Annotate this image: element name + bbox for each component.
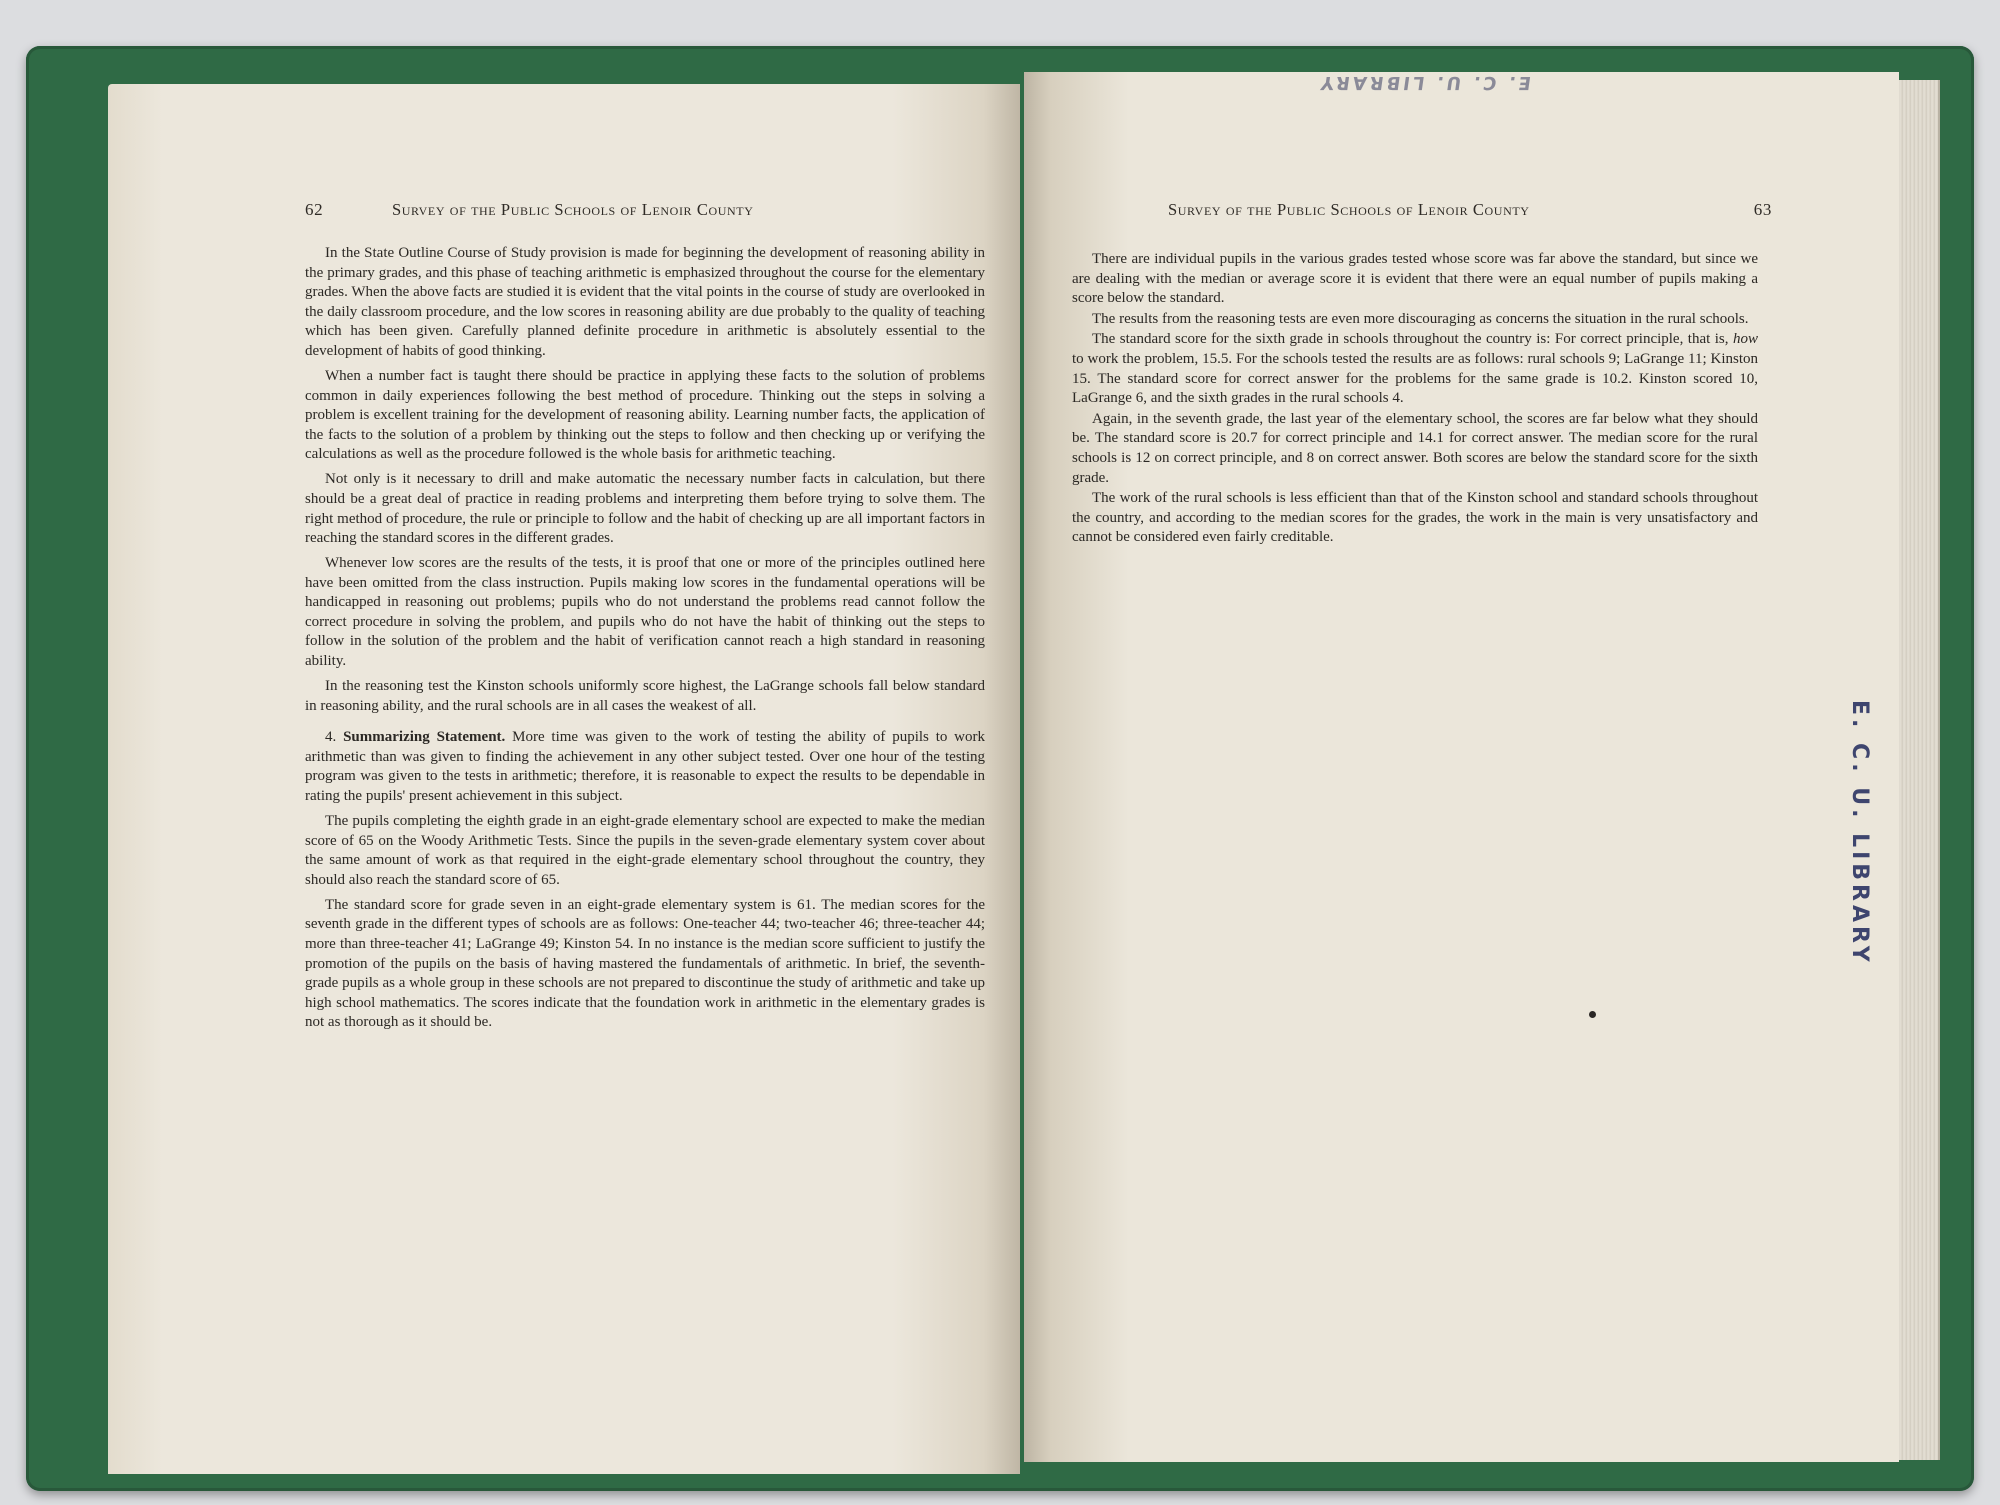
left-paragraph: In the reasoning test the Kinston schools uniformly score highest, the LaGrange schools fall below standard in reasoning ability, and the rural schools are in all cases the weakest of all. bbox=[305, 678, 985, 714]
top-edge-library-stamp: E. C. U. LIBRARY bbox=[1316, 72, 1533, 93]
section-text: More time was given to the work of testing the ability of pupils to work arithmetic than was given to finding the achievement in any other subject tested. Over one hour of the testing program was given to the tests in arithmetic; therefore, it is reasonable to expect the results to be dependable in rating the pupils' present achievement in this subject. bbox=[305, 729, 986, 804]
right-paragraph: There are individual pupils in the various grades tested whose score was far above the standard, but since we are dealing with the median or average score it is evident that there were an equal number of pupils making a score below the standard. bbox=[1072, 251, 1758, 307]
page-fore-edge bbox=[1898, 80, 1940, 1460]
left-page-body bbox=[305, 244, 985, 1038]
left-paragraph: In the State Outline Course of Study provision is made for beginning the development of reasoning ability in the primary grades, and this phase of teaching arithmetic is emphasized throughout the course for the elementary grades. When the above facts are studied it is evident that the vital points in the course of study are overlooked in the daily classroom procedure, and the low scores in reasoning ability are due probably to the quality of teaching which has been given. Carefully planned definite procedure in arithmetic is absolutely essential to the development of habits of good thinking. bbox=[305, 245, 985, 359]
ink-speck bbox=[1589, 1011, 1596, 1018]
left-paragraph: The pupils completing the eighth grade in an eight-grade elementary school are expected to make the median score of 65 on the Woody Arithmetic Tests. Since the pupils in the seven-grade elementary system cover about the same amount of work as that required in the eight-grade elementary school throughout the country, they should also reach the standard score of 65. bbox=[305, 812, 985, 888]
right-paragraph: The work of the rural schools is less efficient than that of the Kinston school and standard schools throughout the country, and according to the median scores for the grades, the work in the main is very unsatisfactory and cannot be considered even fairly creditable. bbox=[1072, 490, 1758, 546]
section-number: 4. bbox=[325, 729, 337, 746]
left-paragraph: When a number fact is taught there should be practice in applying these facts to the solution of problems common in daily experiences following the best method of procedure. Thinking out the steps in solving a problem is excellent training for the development of reasoning ability. Learning number facts, the application of the facts to the solution of a problem by thinking out the steps to follow and then checking up or verifying the calculations as well as the procedure followed is the whole basis for arithmetic teaching. bbox=[305, 367, 985, 463]
emphasis-how: how bbox=[1732, 331, 1758, 348]
left-running-head bbox=[305, 200, 985, 220]
right-paragraph: Again, in the seventh grade, the last year of the elementary school, the scores are far below what they should be. The standard score is 20.7 for correct principle and 14.1 for correct answer. The median score for the rural schools is 12 on correct principle, and 8 on correct answer. Both scores are below the standard score for the sixth grade. bbox=[1072, 410, 1758, 486]
section-paragraph bbox=[305, 728, 985, 806]
left-paragraph: Not only is it necessary to drill and make automatic the necessary number facts in calculation, but there should be a great deal of practice in reading problems and interpreting them before trying to solve them. The right method of procedure, the rule or principle to follow and the habit of checking up are all important factors in reaching the standard scores in the different grades. bbox=[305, 471, 985, 547]
right-page-body bbox=[1072, 250, 1758, 549]
right-paragraph: The results from the reasoning tests are even more discouraging as concerns the situation in the rural schools. bbox=[1092, 310, 1749, 327]
fore-edge-library-stamp: E. C. U. LIBRARY bbox=[1847, 700, 1872, 966]
right-paragraph-part: to work the problem, 15.5. For the schools tested the results are as follows: rural schools 9; LaGrange 11; Kinston 15. The standard score for correct answer for the problems for the same grade is 10.2. Kinston scored 10, LaGrange 6, and the sixth grades in the rural schools 4. bbox=[1072, 350, 1758, 407]
right-page-number: 63 bbox=[1753, 200, 1772, 219]
left-paragraph: The standard score for grade seven in an eight-grade elementary system is 61. The median scores for the seventh grade in the different types of schools are as follows: One-teacher 44; two-teacher 46; three-teacher 44; more than three-teacher 41; LaGrange 49; Kinston 54. In no instance is the median score sufficient to justify the promotion of the pupils on the basis of having mastered the fundamentals of arithmetic. In brief, the seventh-grade pupils as a whole group in these schools are not prepared to discontinue the study of arithmetic and take up high school mathematics. The scores indicate that the foundation work in arithmetic in the elementary grades is not as thorough as it should be. bbox=[305, 896, 985, 1031]
left-running-title: Survey of the Public Schools of Lenoir County bbox=[391, 200, 754, 219]
right-paragraph bbox=[1072, 330, 1758, 408]
right-running-head bbox=[1168, 200, 1772, 220]
left-paragraph: Whenever low scores are the results of the tests, it is proof that one or more of the principles outlined here have been omitted from the class instruction. Pupils making low scores in the fundamental operations will be handicapped in reasoning out problems; pupils who do not understand the problems read cannot follow the correct procedure in solving the problem, and pupils who do not have the habit of thinking out the steps to follow in the solution of the problem and the habit of verification cannot reach a high standard in reasoning ability. bbox=[305, 555, 985, 670]
section-heading: Summarizing Statement. bbox=[343, 729, 506, 746]
left-page-number: 62 bbox=[305, 200, 324, 219]
right-paragraph-part: The standard score for the sixth grade in schools throughout the country is: For correct principle, that is, bbox=[1092, 331, 1733, 348]
right-running-title: Survey of the Public Schools of Lenoir County bbox=[1168, 200, 1530, 219]
